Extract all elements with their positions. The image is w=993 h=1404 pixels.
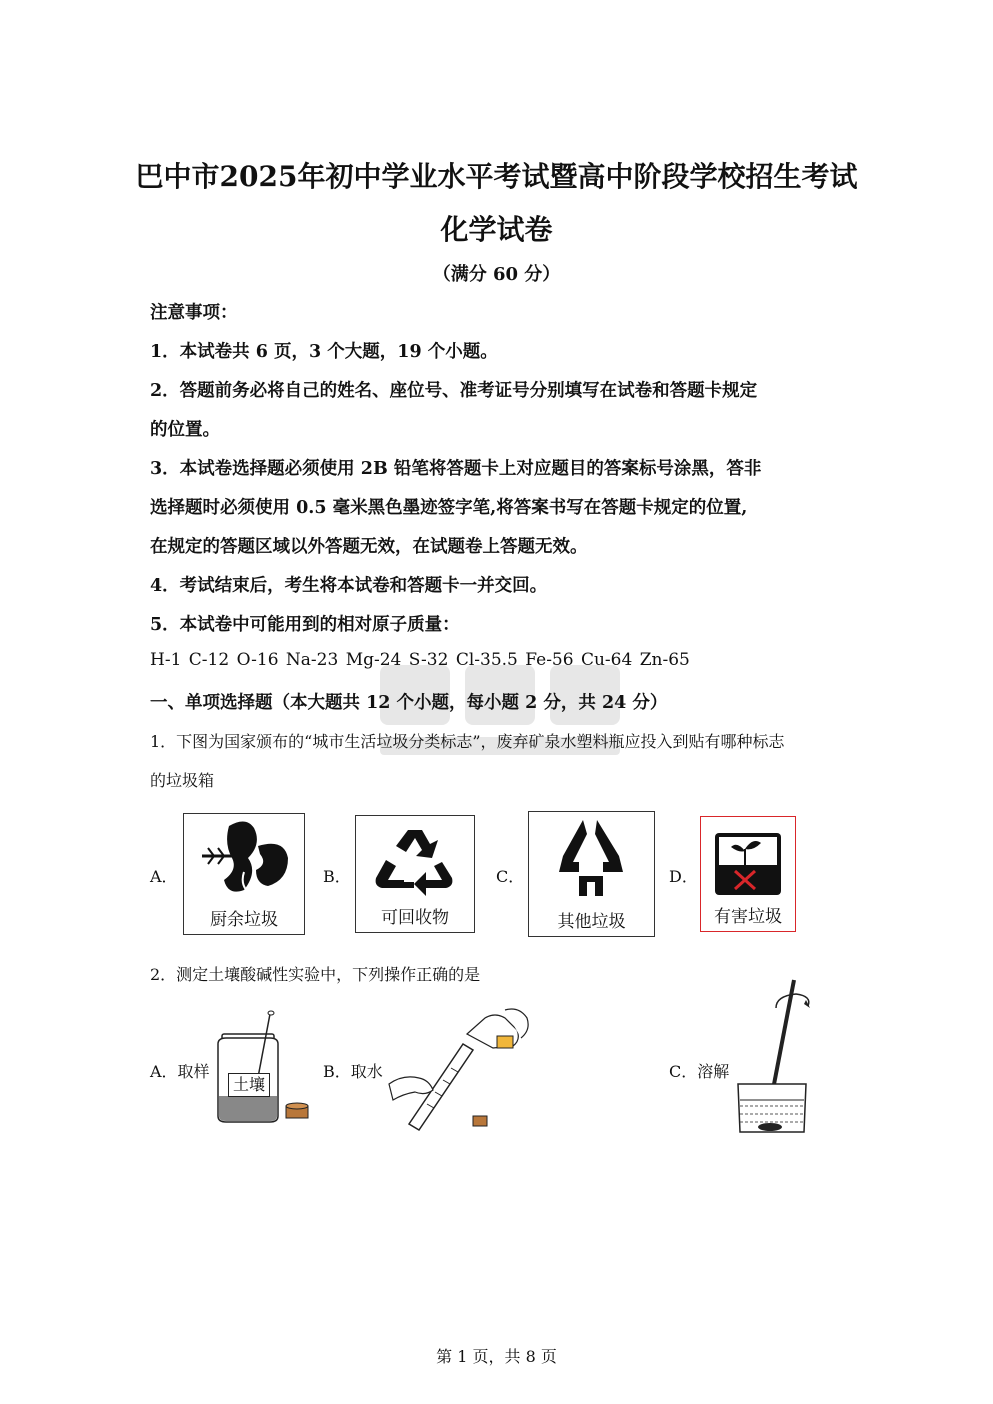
recyclable-icon	[356, 816, 474, 904]
note-item-3-line-2: 选择题时必须使用 0.5 毫米黑色墨迹签字笔,将答案书写在答题卡规定的位置,	[150, 498, 748, 518]
note-item-4: 4．考试结束后，考生将本试卷和答题卡一并交回。	[150, 576, 548, 596]
q2-option-a-label: A．取样	[150, 1062, 210, 1081]
sampling-jar-illustration	[212, 1010, 312, 1126]
atomic-masses: H-1 C-12 O-16 Na-23 Mg-24 S-32 Cl-35.5 Fe-56 Cu-64 Zn-65	[150, 650, 690, 670]
exam-title: 巴中市2025年初中学业水平考试暨高中阶段学校招生考试	[135, 160, 858, 193]
q2-stem: 2．测定土壤酸碱性实验中，下列操作正确的是	[150, 965, 481, 984]
hazardous-waste-icon	[701, 817, 795, 901]
q1-option-a-letter: A．	[150, 867, 178, 886]
q1-option-a-sign[interactable]	[183, 813, 305, 935]
pouring-water-illustration	[385, 1004, 535, 1132]
subject-title: 化学试卷	[440, 213, 553, 246]
note-item-2-line-1: 2．答题前务必将自己的姓名、座位号、准考证号分别填写在试卷和答题卡规定	[150, 381, 758, 401]
other-waste-icon	[529, 812, 654, 904]
q2-option-b-label: B．取水	[323, 1062, 383, 1081]
q1-option-a-caption: 厨余垃圾	[210, 910, 278, 930]
note-item-3-line-1: 3．本试卷选择题必须使用 2B 铅笔将答题卡上对应题目的答案标号涂黑，答非	[150, 459, 762, 479]
q1-stem-line-1: 1．下图为国家颁布的“城市生活垃圾分类标志”，废弃矿泉水塑料瓶应投入到贴有哪种标志	[150, 732, 785, 751]
dissolving-beaker-illustration	[732, 974, 812, 1136]
notes-heading: 注意事项：	[150, 303, 238, 323]
q1-option-b-sign[interactable]	[355, 815, 475, 933]
q1-option-c-letter: C．	[496, 867, 525, 886]
section-1-heading: 一、单项选择题（本大题共 12 个小题，每小题 2 分，共 24 分）	[150, 693, 668, 713]
score-note: （满分 60 分）	[432, 264, 561, 285]
q2-option-c-label: C．溶解	[669, 1062, 730, 1081]
note-item-3-line-3: 在规定的答题区域以外答题无效，在试题卷上答题无效。	[150, 537, 588, 557]
q1-option-b-letter: B．	[323, 867, 351, 886]
kitchen-waste-icon	[184, 814, 304, 904]
q1-option-d-caption: 有害垃圾	[714, 907, 782, 927]
q1-option-c-sign[interactable]	[528, 811, 655, 937]
soil-jar-label: 土壤	[228, 1073, 270, 1097]
note-item-5: 5．本试卷中可能用到的相对原子质量：	[150, 615, 460, 635]
q1-stem-line-2: 的垃圾箱	[150, 771, 215, 790]
q1-option-b-caption: 可回收物	[381, 908, 449, 928]
note-item-1: 1．本试卷共 6 页，3 个大题，19 个小题。	[150, 342, 498, 362]
page-number: 第 1 页，共 8 页	[436, 1347, 557, 1366]
q1-option-d-letter: D．	[669, 867, 698, 886]
q1-option-c-caption: 其他垃圾	[557, 912, 626, 932]
q1-option-d-sign[interactable]	[700, 816, 796, 932]
note-item-2-line-2: 的位置。	[150, 420, 220, 440]
